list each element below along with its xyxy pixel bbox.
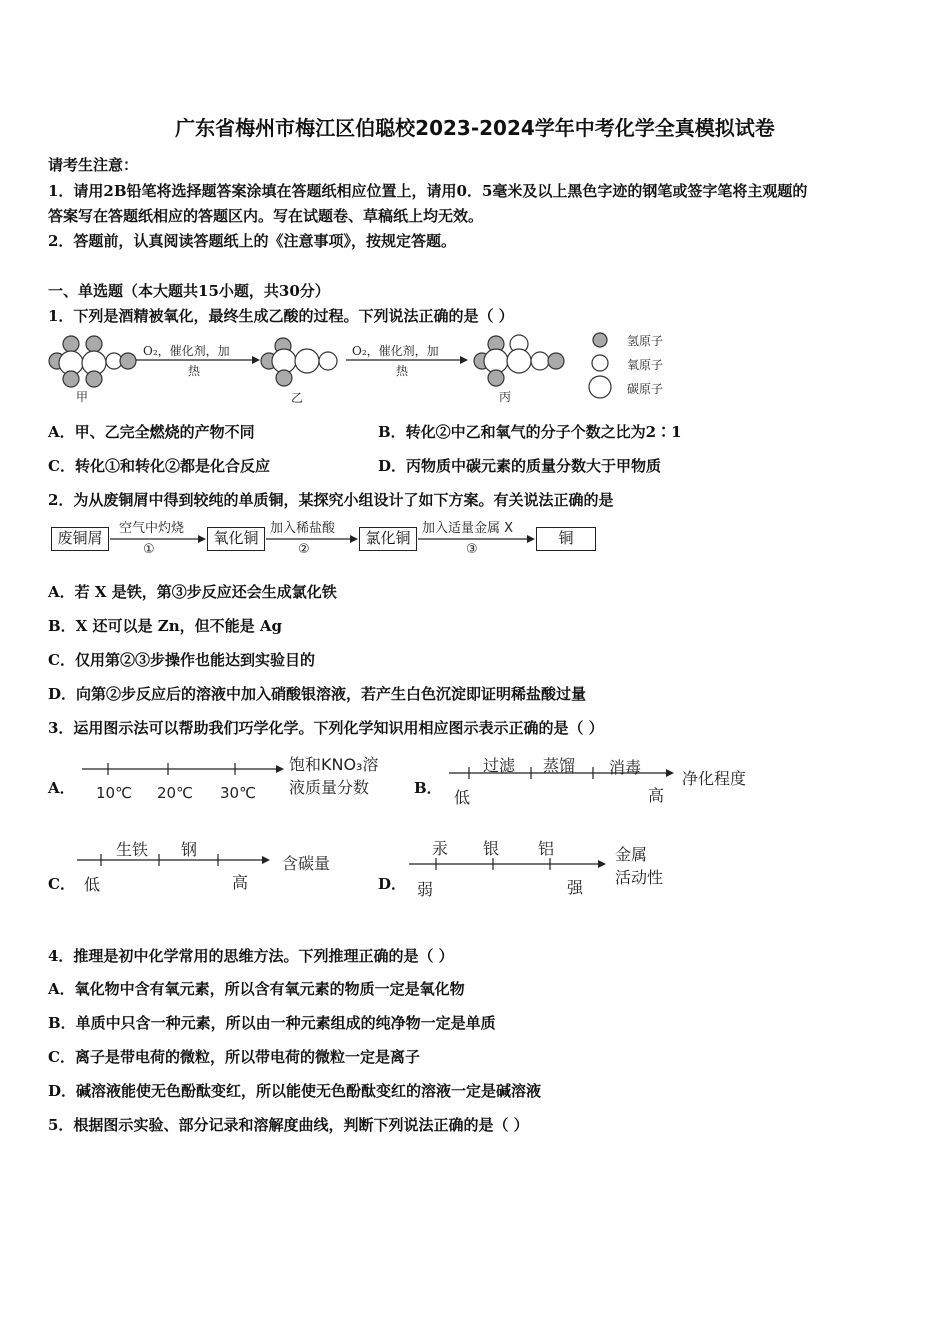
notice-line2: 2．答题前，认真阅读答题纸上的《注意事项》，按规定答题。 (48, 232, 456, 250)
legend-hydrogen: 氢原子 (627, 334, 664, 348)
q3-b-high: 高 (648, 786, 665, 805)
notice-heading: 请考生注意： (48, 156, 139, 174)
q3-d-axis-label-2: 活动性 (615, 868, 664, 887)
q2-step1-label: 空气中灼烧 (119, 521, 185, 536)
flow-box-scrap-copper: 废铜屑 (51, 527, 109, 551)
q3-d-axis (0, 855, 700, 875)
molecule-jia (49, 336, 136, 387)
q1-mol-jia-label: 甲 (76, 390, 89, 404)
q1-arrow2-top: O₂，催化剂，加 (352, 344, 439, 358)
q3-c-item-steel: 钢 (181, 840, 198, 859)
q3-d-item-mercury: 汞 (432, 839, 449, 858)
molecule-bing (474, 335, 564, 386)
notice-line1b: 答案写在答题纸相应的答题区内。写在试题卷、草稿纸上均无效。 (48, 207, 484, 225)
q3-b-item-disinfect: 消毒 (609, 758, 642, 777)
carbon-atom-icon (589, 376, 611, 398)
q3-c-low: 低 (84, 875, 101, 894)
q1-mol-bing-label: 丙 (499, 390, 512, 404)
q2-step2-num: ② (298, 542, 310, 557)
oxygen-atom-icon (592, 355, 608, 371)
q3-a-tick-30: 30℃ (220, 784, 256, 802)
q3-a-axis-label-1: 饱和KNO₃溶 (289, 755, 379, 774)
q3-a-tick-10: 10℃ (96, 784, 132, 802)
legend-carbon: 碳原子 (627, 382, 664, 396)
q5-stem: 5．根据图示实验、部分记录和溶解度曲线，判断下列说法正确的是（ ） (48, 1116, 529, 1134)
q1-option-b: B．转化②中乙和氧气的分子个数之比为2∶1 (378, 423, 682, 441)
q3-stem: 3．运用图示法可以帮助我们巧学化学。下列化学知识用相应图示表示正确的是（ ） (48, 719, 604, 737)
q2-option-a: A．若 X 是铁，第③步反应还会生成氯化铁 (48, 583, 337, 601)
q3-option-b-label: B． (414, 779, 442, 797)
q3-b-axis-label: 净化程度 (682, 769, 747, 788)
hydrogen-atom-icon (593, 333, 607, 347)
q2-step2-label: 加入稀盐酸 (270, 521, 336, 536)
q3-c-high: 高 (232, 873, 249, 892)
q4-option-d: D．碱溶液能使无色酚酞变红，所以能使无色酚酞变红的溶液一定是碱溶液 (48, 1082, 542, 1100)
q1-molecule-diagram (0, 330, 700, 410)
page-title: 广东省梅州市梅江区伯聪校2023-2024学年中考化学全真模拟试卷 (175, 116, 775, 140)
q3-c-axis-label: 含碳量 (282, 854, 331, 873)
q4-stem: 4．推理是初中化学常用的思维方法。下列推理正确的是（ ） (48, 947, 454, 965)
q3-option-d-label: D． (378, 875, 407, 893)
molecule-yi (261, 338, 337, 386)
flow-box-copper: 铜 (536, 527, 596, 551)
q2-stem: 2．为从废铜屑中得到较纯的单质铜，某探究小组设计了如下方案。有关说法正确的是 (48, 491, 614, 509)
q3-a-tick-20: 20℃ (157, 784, 193, 802)
q3-d-high: 强 (567, 878, 584, 897)
section-heading: 一、单选题（本大题共15小题，共30分） (48, 282, 330, 300)
q2-step1-num: ① (143, 542, 155, 557)
q3-b-item-distill: 蒸馏 (543, 756, 576, 775)
flow-box-copper-oxide: 氧化铜 (207, 527, 265, 551)
notice-line1a: 1．请用2B铅笔将选择题答案涂填在答题纸相应位置上，请用0．5毫米及以上黑色字迹的钢笔或签字笔将主观题的 (48, 182, 808, 200)
atom-legend (589, 333, 611, 398)
q4-option-b: B．单质中只含一种元素，所以由一种元素组成的纯净物一定是单质 (48, 1014, 496, 1032)
q3-option-c-label: C． (48, 875, 75, 893)
q4-option-c: C．离子是带电荷的微粒，所以带电荷的微粒一定是离子 (48, 1048, 420, 1066)
q1-mol-yi-label: 乙 (291, 391, 304, 405)
q2-option-d: D．向第②步反应后的溶液中加入硝酸银溶液，若产生白色沉淀即证明稀盐酸过量 (48, 685, 587, 703)
q1-stem: 1．下列是酒精被氧化，最终生成乙酸的过程。下列说法正确的是（ ） (48, 307, 514, 325)
q1-arrow1-bottom: 热 (188, 364, 201, 378)
q2-step3-label: 加入适量金属 X (422, 521, 514, 536)
q2-option-b: B．X 还可以是 Zn，但不能是 Ag (48, 617, 282, 635)
flow-box-copper-chloride: 氯化铜 (359, 527, 417, 551)
q4-option-a: A．氧化物中含有氧元素，所以含有氧元素的物质一定是氧化物 (48, 980, 465, 998)
q1-arrow2-bottom: 热 (396, 364, 409, 378)
q1-option-a: A．甲、乙完全燃烧的产物不同 (48, 423, 255, 441)
q3-b-low: 低 (454, 788, 471, 807)
q3-d-item-silver: 银 (483, 839, 500, 858)
legend-oxygen: 氧原子 (627, 358, 664, 372)
q3-b-axis (0, 764, 700, 784)
q1-arrow1-top: O₂，催化剂，加 (143, 344, 230, 358)
q3-d-axis-label-1: 金属 (615, 845, 648, 864)
q3-b-item-filter: 过滤 (483, 756, 516, 775)
q3-c-item-pig-iron: 生铁 (116, 840, 149, 859)
q1-option-d: D．丙物质中碳元素的质量分数大于甲物质 (378, 457, 662, 475)
q3-a-axis-label-2: 液质量分数 (289, 778, 370, 797)
q2-option-c: C．仅用第②③步操作也能达到实验目的 (48, 651, 315, 669)
q3-d-item-aluminum: 铝 (538, 839, 555, 858)
q2-step3-num: ③ (466, 542, 478, 557)
q1-option-c: C．转化①和转化②都是化合反应 (48, 457, 270, 475)
q3-d-low: 弱 (417, 880, 434, 899)
q3-option-a-label: A． (48, 779, 75, 797)
